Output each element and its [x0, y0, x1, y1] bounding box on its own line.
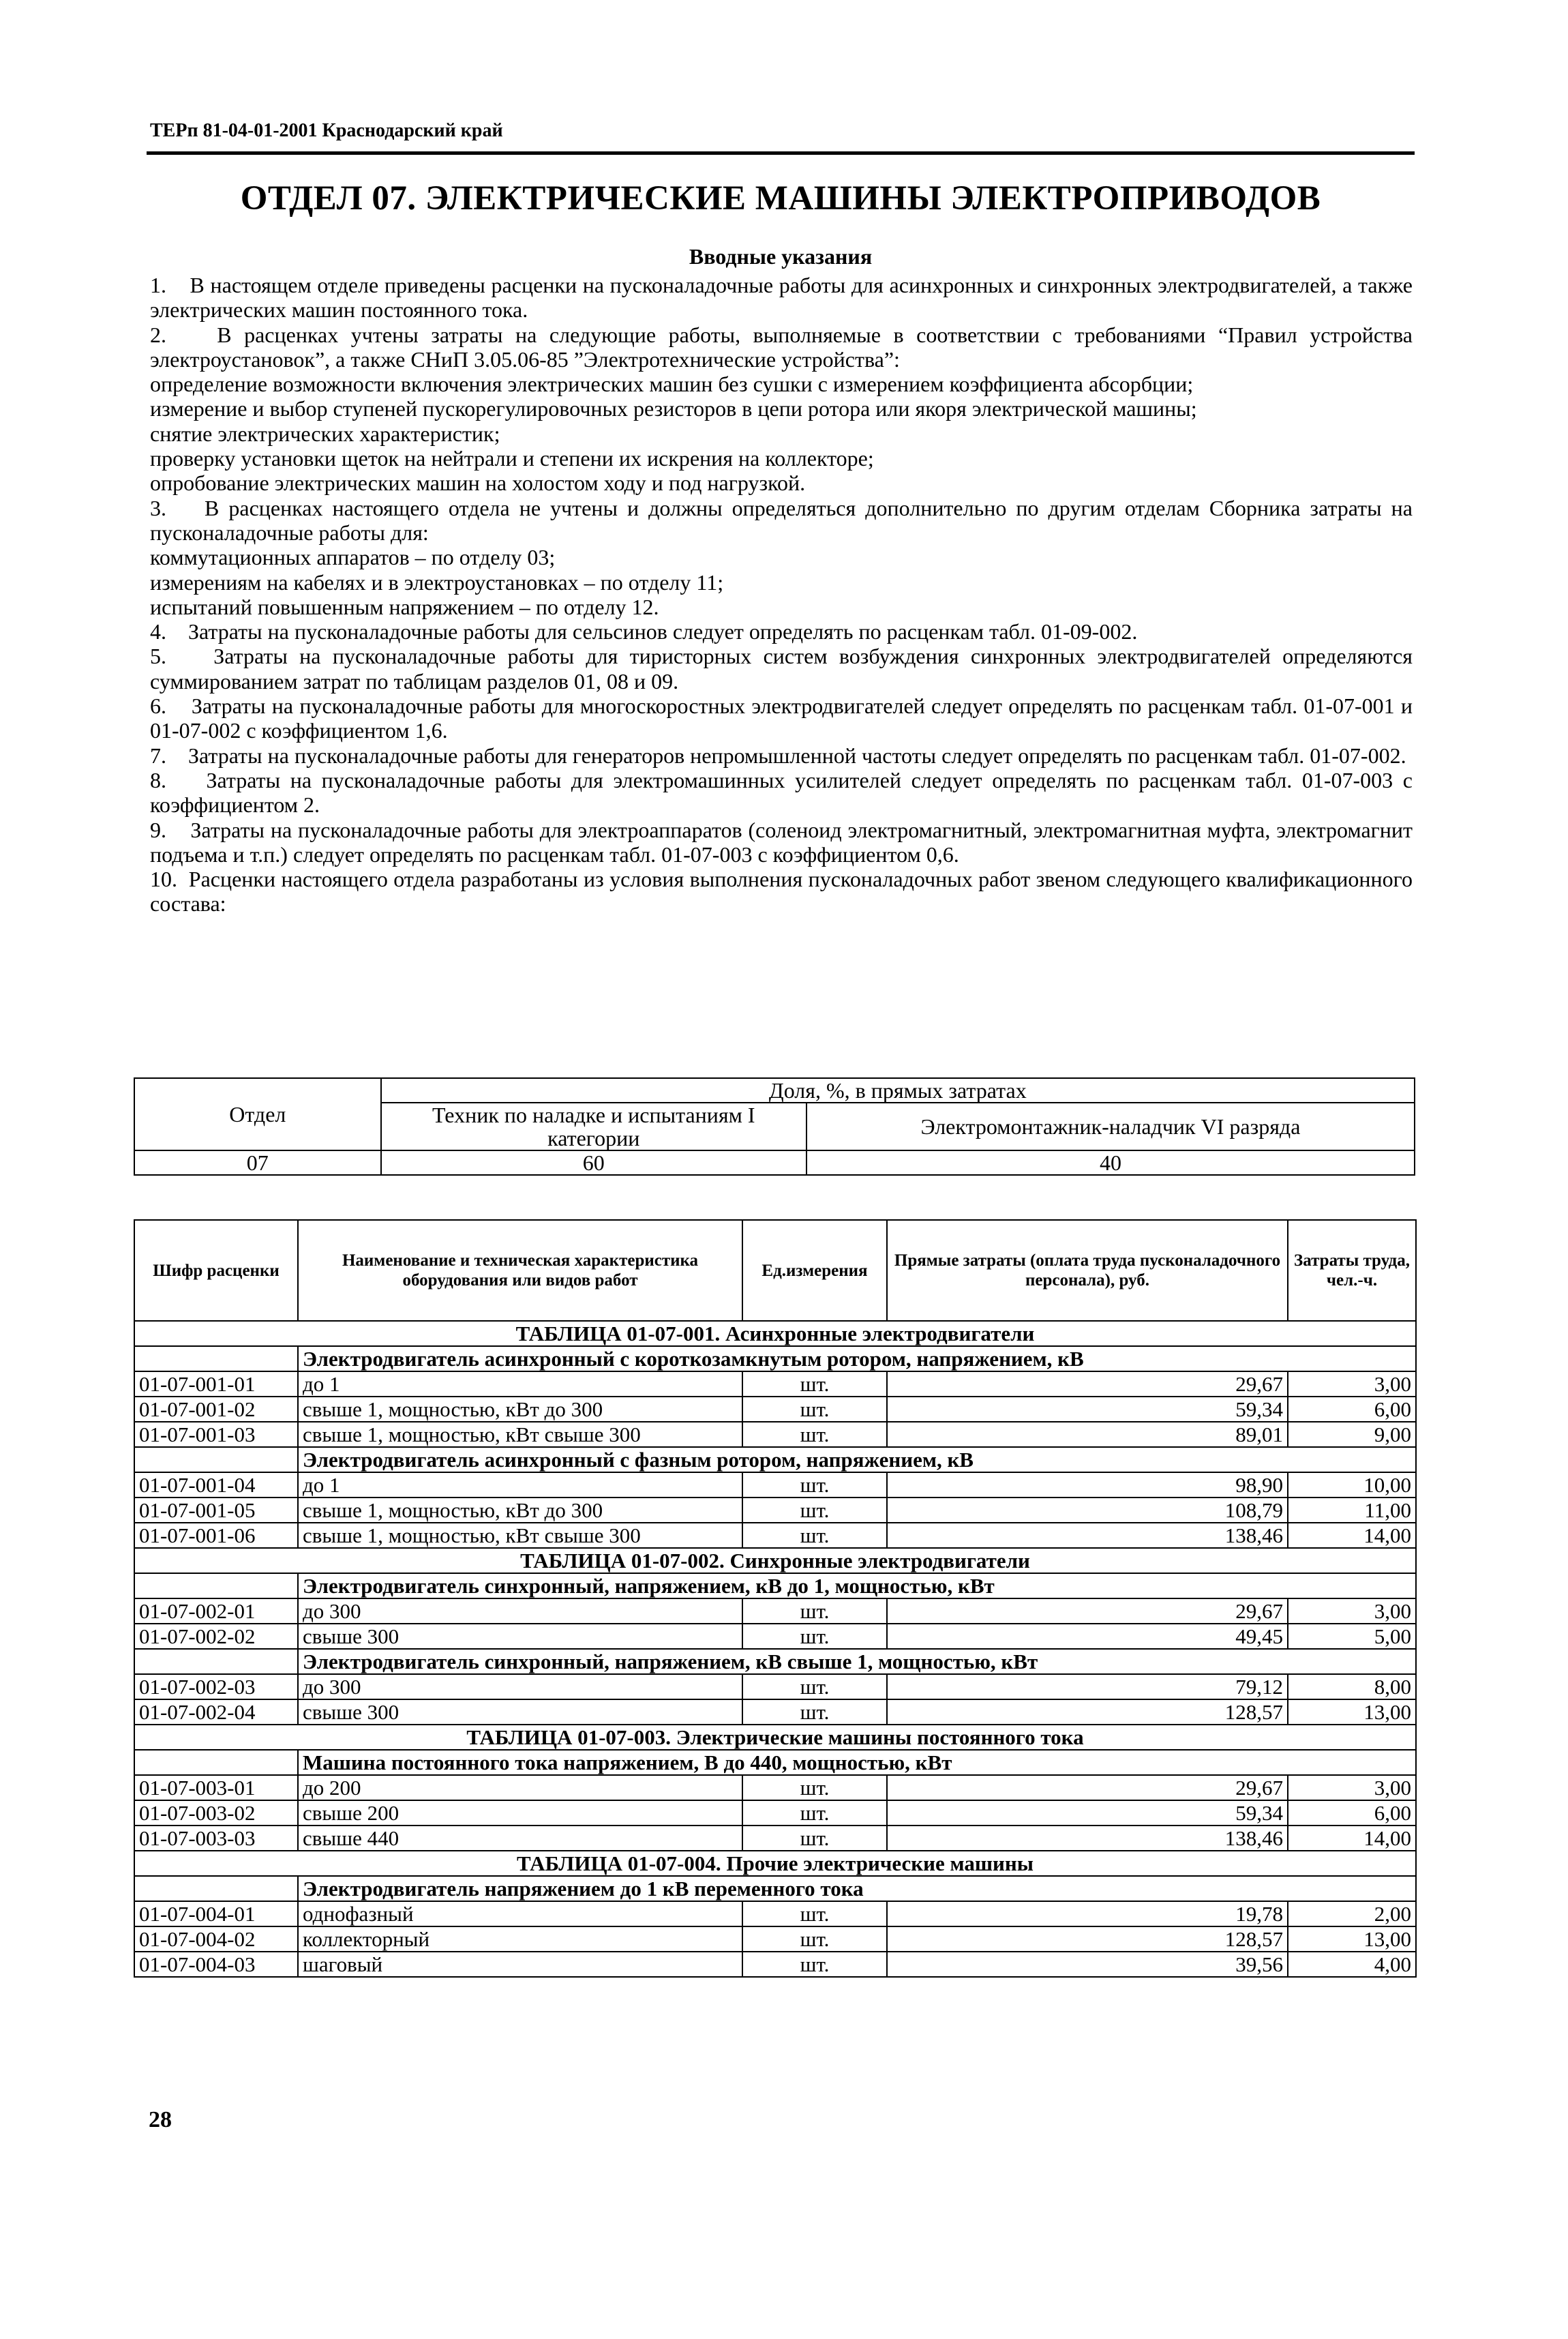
share-dept: 07 — [134, 1150, 381, 1175]
table-row — [134, 1826, 1416, 1851]
group-title: Машина постоянного тока напряжением, В до 440, мощностью, кВт — [298, 1750, 1416, 1775]
rate-code: 01-07-002-02 — [134, 1624, 298, 1649]
rate-unit: шт. — [742, 1826, 887, 1851]
table-title: ТАБЛИЦА 01-07-003. Электрические машины постоянного тока — [134, 1725, 1416, 1750]
header-code: Шифр расценки — [134, 1220, 298, 1321]
rate-unit: шт. — [742, 1775, 887, 1800]
rate-cost: 128,57 — [887, 1926, 1288, 1952]
rate-cost: 59,34 — [887, 1397, 1288, 1422]
group-title: Электродвигатель асинхронный с короткозамкнутым ротором, напряжением, кВ — [298, 1346, 1416, 1371]
rate-code: 01-07-002-03 — [134, 1674, 298, 1699]
group-code-cell — [134, 1346, 298, 1371]
rate-labor: 3,00 — [1288, 1598, 1416, 1624]
rate-code: 01-07-004-01 — [134, 1901, 298, 1926]
rate-cost: 128,57 — [887, 1699, 1288, 1725]
rate-name: свыше 1, мощностью, кВт до 300 — [298, 1498, 742, 1523]
table-title: ТАБЛИЦА 01-07-004. Прочие электрические машины — [134, 1851, 1416, 1876]
table-row — [134, 1523, 1416, 1548]
group-row — [134, 1447, 1416, 1472]
group-row — [134, 1573, 1416, 1598]
share-elec: 40 — [806, 1150, 1415, 1175]
rate-labor: 4,00 — [1288, 1952, 1416, 1977]
intro-paragraph: проверку установки щеток на нейтрали и степени их искрения на коллекторе; — [150, 446, 874, 471]
rate-unit: шт. — [742, 1397, 887, 1422]
intro-paragraph: коммутационных аппаратов – по отделу 03; — [150, 545, 556, 570]
section-title: ОТДЕЛ 07. ЭЛЕКТРИЧЕСКИЕ МАШИНЫ ЭЛЕКТРОПРИВОДОВ — [240, 179, 1321, 218]
share-header-elec: Электромонтажник-наладчик VI разряда — [806, 1103, 1415, 1150]
rate-labor: 10,00 — [1288, 1472, 1416, 1498]
rate-name: свыше 300 — [298, 1699, 742, 1725]
rate-labor: 3,00 — [1288, 1371, 1416, 1397]
rate-cost: 59,34 — [887, 1800, 1288, 1826]
header-rule — [147, 151, 1415, 155]
rate-code: 01-07-004-02 — [134, 1926, 298, 1952]
rate-labor: 13,00 — [1288, 1926, 1416, 1952]
header-cost: Прямые затраты (оплата труда пусконаладочного персонала), руб. — [887, 1220, 1288, 1321]
intro-paragraph: 1. В настоящем отделе приведены расценки на пусконаладочные работы для асинхронных и синхронных электродвигателей, а также электрических машин постоянного тока. — [150, 273, 1413, 323]
rate-unit: шт. — [742, 1472, 887, 1498]
rate-code: 01-07-002-01 — [134, 1598, 298, 1624]
group-code-cell — [134, 1750, 298, 1775]
table-title: ТАБЛИЦА 01-07-002. Синхронные электродвигатели — [134, 1548, 1416, 1573]
rate-name: до 1 — [298, 1472, 742, 1498]
rate-cost: 29,67 — [887, 1371, 1288, 1397]
page-number: 28 — [149, 2107, 172, 2132]
rate-cost: 49,45 — [887, 1624, 1288, 1649]
rate-code: 01-07-003-02 — [134, 1800, 298, 1826]
rate-name: до 200 — [298, 1775, 742, 1800]
rate-labor: 6,00 — [1288, 1800, 1416, 1826]
intro-paragraph: измерение и выбор ступеней пускорегулировочных резисторов в цепи ротора или якоря электрической машины; — [150, 396, 1197, 421]
rate-name: свыше 1, мощностью, кВт свыше 300 — [298, 1422, 742, 1447]
rate-name: свыше 1, мощностью, кВт свыше 300 — [298, 1523, 742, 1548]
table-row — [134, 1598, 1416, 1624]
table-title: ТАБЛИЦА 01-07-001. Асинхронные электродвигатели — [134, 1321, 1416, 1346]
intro-paragraph: 5. Затраты на пусконаладочные работы для тиристорных систем возбуждения синхронных электродвигателей определяются суммированием затрат по таблицам разделов 01, 08 и 09. — [150, 644, 1413, 694]
rates-table — [134, 1219, 1417, 1978]
group-code-cell — [134, 1649, 298, 1674]
intro-paragraph: 10. Расценки настоящего отдела разработаны из условия выполнения пусконаладочных работ звеном следующего квалификационного состава: — [150, 867, 1413, 917]
intro-paragraph: определение возможности включения электрических машин без сушки с измерением коэффициента абсорбции; — [150, 372, 1194, 397]
table-row — [134, 1952, 1416, 1977]
group-row — [134, 1750, 1416, 1775]
rate-cost: 19,78 — [887, 1901, 1288, 1926]
group-row — [134, 1346, 1416, 1371]
rate-code: 01-07-001-06 — [134, 1523, 298, 1548]
group-code-cell — [134, 1573, 298, 1598]
table-row — [134, 1926, 1416, 1952]
rate-cost: 79,12 — [887, 1674, 1288, 1699]
rate-name: свыше 1, мощностью, кВт до 300 — [298, 1397, 742, 1422]
intro-paragraph: 7. Затраты на пусконаладочные работы для генераторов непромышленной частоты следует определять по расценкам табл. 01-07-002. — [150, 743, 1406, 768]
header-labor: Затраты труда, чел.-ч. — [1288, 1220, 1416, 1321]
table-row — [134, 1674, 1416, 1699]
crew-share-table — [134, 1077, 1415, 1176]
rate-labor: 6,00 — [1288, 1397, 1416, 1422]
table-row — [134, 1371, 1416, 1397]
intro-paragraph: 2. В расценках учтены затраты на следующие работы, выполняемые в соответствии с требованиями “Правил устройства электроустановок”, а также СНиП 3.05.06-85 ”Электротехнические устройства”: — [150, 322, 1413, 372]
rate-name: шаговый — [298, 1952, 742, 1977]
rate-cost: 98,90 — [887, 1472, 1288, 1498]
rate-unit: шт. — [742, 1624, 887, 1649]
rate-name: свыше 300 — [298, 1624, 742, 1649]
group-row — [134, 1876, 1416, 1901]
intro-paragraph: 6. Затраты на пусконаладочные работы для многоскоростных электродвигателей следует определять по расценкам табл. 01-07-001 и 01-07-002 с коэффициентом 1,6. — [150, 694, 1413, 743]
intro-paragraph: измерениям на кабелях и в электроустановках – по отделу 11; — [150, 569, 724, 595]
table-row — [134, 1800, 1416, 1826]
table-row — [134, 1472, 1416, 1498]
rate-unit: шт. — [742, 1371, 887, 1397]
rate-labor: 13,00 — [1288, 1699, 1416, 1725]
table-row — [134, 1901, 1416, 1926]
table-title-row — [134, 1725, 1416, 1750]
page-header: ТЕРп 81-04-01-2001 Краснодарский край — [150, 120, 503, 141]
intro-paragraph: испытаний повышенным напряжением – по отделу 12. — [150, 594, 659, 619]
rate-labor: 3,00 — [1288, 1775, 1416, 1800]
rate-code: 01-07-003-03 — [134, 1826, 298, 1851]
rate-labor: 8,00 — [1288, 1674, 1416, 1699]
group-row — [134, 1649, 1416, 1674]
header-unit: Ед.измерения — [742, 1220, 887, 1321]
rate-code: 01-07-001-01 — [134, 1371, 298, 1397]
rate-unit: шт. — [742, 1699, 887, 1725]
intro-paragraph: 4. Затраты на пусконаладочные работы для сельсинов следует определять по расценкам табл. 01-09-002. — [150, 619, 1138, 644]
rate-unit: шт. — [742, 1422, 887, 1447]
rate-cost: 39,56 — [887, 1952, 1288, 1977]
table-row — [134, 1397, 1416, 1422]
rate-unit: шт. — [742, 1901, 887, 1926]
intro-text — [150, 273, 1413, 917]
table-row — [134, 1498, 1416, 1523]
intro-paragraph: снятие электрических характеристик; — [150, 421, 500, 446]
rate-name: до 300 — [298, 1598, 742, 1624]
rate-code: 01-07-001-02 — [134, 1397, 298, 1422]
rate-unit: шт. — [742, 1523, 887, 1548]
share-header-dept: Отдел — [134, 1078, 381, 1150]
share-header-share: Доля, %, в прямых затратах — [381, 1078, 1415, 1103]
rate-code: 01-07-002-04 — [134, 1699, 298, 1725]
rate-unit: шт. — [742, 1674, 887, 1699]
share-header-tech: Техник по наладке и испытаниям I категории — [381, 1103, 806, 1150]
rate-labor: 2,00 — [1288, 1901, 1416, 1926]
rate-unit: шт. — [742, 1598, 887, 1624]
rate-labor: 14,00 — [1288, 1826, 1416, 1851]
rate-name: до 300 — [298, 1674, 742, 1699]
rate-name: свыше 200 — [298, 1800, 742, 1826]
group-title: Электродвигатель синхронный, напряжением, кВ до 1, мощностью, кВт — [298, 1573, 1416, 1598]
rate-name: коллекторный — [298, 1926, 742, 1952]
table-row — [134, 1422, 1416, 1447]
rate-name: до 1 — [298, 1371, 742, 1397]
rate-labor: 9,00 — [1288, 1422, 1416, 1447]
rate-code: 01-07-003-01 — [134, 1775, 298, 1800]
rate-labor: 5,00 — [1288, 1624, 1416, 1649]
rate-code: 01-07-001-03 — [134, 1422, 298, 1447]
rate-cost: 29,67 — [887, 1775, 1288, 1800]
rate-cost: 138,46 — [887, 1523, 1288, 1548]
table-title-row — [134, 1851, 1416, 1876]
rate-code: 01-07-001-04 — [134, 1472, 298, 1498]
group-title: Электродвигатель синхронный, напряжением, кВ свыше 1, мощностью, кВт — [298, 1649, 1416, 1674]
intro-paragraph: 3. В расценках настоящего отдела не учтены и должны определяться дополнительно по другим отделам Сборника затраты на пусконаладочные работы для: — [150, 495, 1413, 545]
group-title: Электродвигатель асинхронный с фазным ротором, напряжением, кВ — [298, 1447, 1416, 1472]
group-code-cell — [134, 1876, 298, 1901]
intro-paragraph: 9. Затраты на пусконаладочные работы для электроаппаратов (соленоид электромагнитный, электромагнитная муфта, электромагнит подъема и т.п.) следует определять по расценкам табл. 01-07-003 с коэффициентом 0,6. — [150, 817, 1413, 867]
rate-unit: шт. — [742, 1952, 887, 1977]
intro-paragraph: опробование электрических машин на холостом ходу и под нагрузкой. — [150, 471, 806, 496]
rate-cost: 29,67 — [887, 1598, 1288, 1624]
table-title-row — [134, 1321, 1416, 1346]
rate-cost: 138,46 — [887, 1826, 1288, 1851]
group-code-cell — [134, 1447, 298, 1472]
table-row — [134, 1699, 1416, 1725]
rate-code: 01-07-001-05 — [134, 1498, 298, 1523]
rate-unit: шт. — [742, 1926, 887, 1952]
group-title: Электродвигатель напряжением до 1 кВ переменного тока — [298, 1876, 1416, 1901]
rate-unit: шт. — [742, 1800, 887, 1826]
header-name: Наименование и техническая характеристика оборудования или видов работ — [298, 1220, 742, 1321]
intro-title: Вводные указания — [689, 244, 873, 269]
rate-labor: 14,00 — [1288, 1523, 1416, 1548]
rate-name: свыше 440 — [298, 1826, 742, 1851]
table-row — [134, 1775, 1416, 1800]
rate-name: однофазный — [298, 1901, 742, 1926]
rates-table-body — [134, 1321, 1416, 1977]
table-title-row — [134, 1548, 1416, 1573]
rate-cost: 89,01 — [887, 1422, 1288, 1447]
rate-labor: 11,00 — [1288, 1498, 1416, 1523]
intro-paragraph: 8. Затраты на пусконаладочные работы для электромашинных усилителей следует определять по расценкам табл. 01-07-003 с коэффициентом 2. — [150, 767, 1413, 818]
table-row — [134, 1624, 1416, 1649]
share-tech: 60 — [381, 1150, 806, 1175]
rate-code: 01-07-004-03 — [134, 1952, 298, 1977]
rate-cost: 108,79 — [887, 1498, 1288, 1523]
rate-unit: шт. — [742, 1498, 887, 1523]
